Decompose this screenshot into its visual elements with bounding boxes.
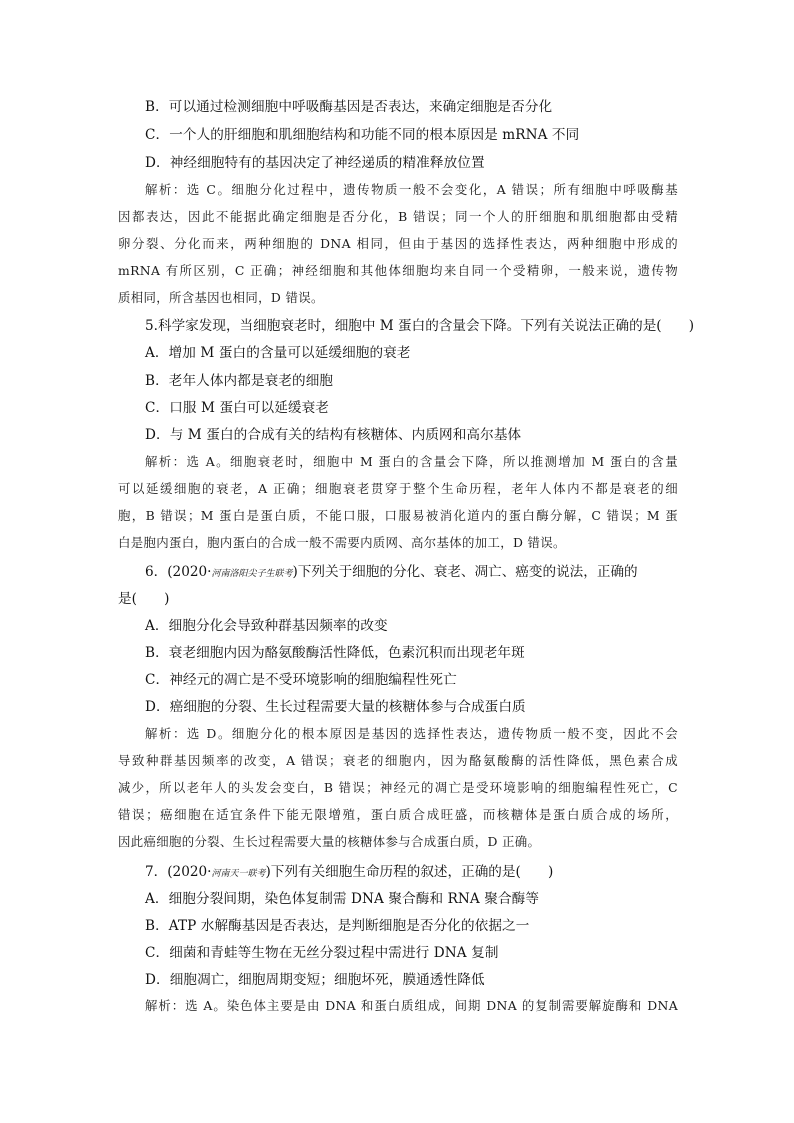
q6-option-c: C．神经元的凋亡是不受环境影响的细胞编程性死亡 (145, 672, 457, 688)
q4-explanation-line: 因都表达，因此不能据此确定细胞是否分化，B 错误；同一个人的肝细胞和肌细胞都由受精 (118, 209, 678, 224)
q6-option-a: A．细胞分化会导致种群基因频率的改变 (145, 618, 388, 634)
q5-stem: 5.科学家发现，当细胞衰老时，细胞中 M 蛋白的含量会下降。下列有关说法正确的是( ) (145, 318, 695, 334)
q4-explanation-line: mRNA 有所区别，C 正确；神经细胞和其他体细胞均来自同一个受精卵，一般来说，遗传物 (118, 263, 678, 278)
q7-stem-text: )下列有关细胞生命历程的叙述，正确的是( ) (265, 864, 554, 880)
q7-option-a: A．细胞分裂间期，染色体复制需 DNA 聚合酶和 RNA 聚合酶等 (145, 891, 540, 907)
q6-explanation-line: 因此癌细胞的分裂、生长过程需要大量的核糖体参与合成蛋白质，D 正确。 (118, 834, 541, 849)
q6-stem-continuation: 是( ) (118, 591, 170, 607)
q6-option-d: D．癌细胞的分裂、生长过程需要大量的核糖体参与合成蛋白质 (145, 699, 526, 715)
q6-explanation-line: 减少，所以老年人的头发会变白，B 错误；神经元的凋亡是受环境影响的细胞编程性死亡，C (118, 780, 678, 795)
q7-number: 7．(2020· (145, 864, 212, 880)
q7-option-d: D．细胞凋亡，细胞周期变短；细胞坏死，膜通透性降低 (145, 972, 485, 988)
q7-option-b: B．ATP 水解酶基因是否表达，是判断细胞是否分化的依据之一 (145, 918, 530, 934)
q5-explanation-line: 可以延缓细胞的衰老，A 正确；细胞衰老贯穿于整个生命历程，老年人体内不都是衰老的细 (118, 481, 678, 496)
q7-explanation-line: 解析：选 A。染色体主要是由 DNA 和蛋白质组成，间期 DNA 的复制需要解旋酶和 DNA (145, 998, 678, 1013)
q6-explanation-line: 错误；癌细胞在适宜条件下能无限增殖，蛋白质合成旺盛，而核糖体是蛋白质合成的场所， (118, 807, 678, 822)
q4-option-c: C．一个人的肝细胞和肌细胞结构和功能不同的根本原因是 mRNA 不同 (145, 127, 580, 143)
q5-option-c: C．口服 M 蛋白可以延缓衰老 (145, 400, 329, 416)
q7-stem (145, 860, 794, 880)
q6-explanation-line: 导致种群基因频率的改变，A 错误；衰老的细胞内，因为酪氨酸酶的活性降低，黑色素合成 (118, 753, 678, 768)
q5-option-a: A．增加 M 蛋白的含量可以延缓细胞的衰老 (145, 345, 411, 361)
q5-explanation-line: 白是胞内蛋白，胞内蛋白的合成一般不需要内质网、高尔基体的加工，D 错误。 (118, 535, 566, 550)
q6-explanation-line: 解析：选 D。细胞分化的根本原因是基因的选择性表达，遗传物质一般不变，因此不会 (145, 726, 678, 741)
q6-stem-text: )下列关于细胞的分化、衰老、凋亡、癌变的说法，正确的 (292, 564, 638, 580)
q7-source: 河南天一联考 (211, 869, 266, 879)
q4-explanation-line: 卵分裂、分化而来，两种细胞的 DNA 相同，但由于基因的选择性表达，两种细胞中形成的 (118, 236, 678, 251)
q4-explanation-line: 解析：选 C。细胞分化过程中，遗传物质一般不会变化，A 错误；所有细胞中呼吸酶基 (145, 182, 678, 197)
q6-source: 河南洛阳尖子生联考 (211, 569, 293, 579)
q5-option-b: B．老年人体内都是衰老的细胞 (145, 373, 334, 389)
q4-option-b: B．可以通过检测细胞中呼吸酶基因是否表达，来确定细胞是否分化 (145, 99, 553, 115)
q6-number: 6．(2020· (145, 564, 212, 580)
q6-stem (145, 560, 794, 580)
q4-explanation-line: 质相同，所含基因也相同，D 错误。 (118, 290, 324, 305)
q4-option-d: D．神经细胞特有的基因决定了神经递质的精准释放位置 (145, 155, 485, 171)
q7-option-c: C．细菌和青蛙等生物在无丝分裂过程中需进行 DNA 复制 (145, 945, 499, 961)
q5-explanation-line: 胞，B 错误；M 蛋白是蛋白质，不能口服，口服易被消化道内的蛋白酶分解，C 错误；M 蛋 (118, 508, 678, 523)
q6-option-b: B．衰老细胞内因为酪氨酸酶活性降低，色素沉积而出现老年斑 (145, 645, 525, 661)
q5-explanation-line: 解析：选 A。细胞衰老时，细胞中 M 蛋白的含量会下降，所以推测增加 M 蛋白的含量 (145, 454, 678, 469)
q5-option-d: D．与 M 蛋白的合成有关的结构有核糖体、内质网和高尔基体 (145, 427, 522, 443)
